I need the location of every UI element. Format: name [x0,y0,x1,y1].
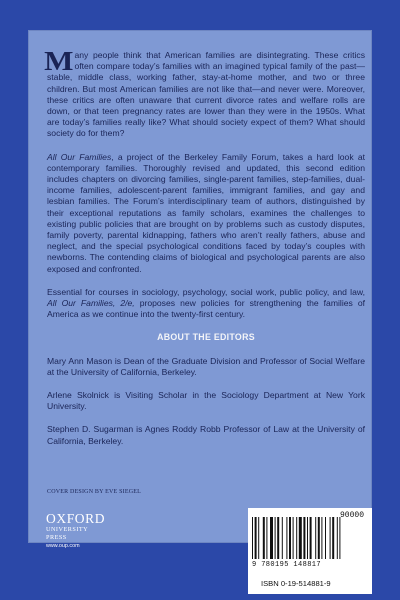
editors-heading: ABOUT THE EDITORS [157,332,255,343]
book-title-italic: All Our Families [47,151,112,162]
essential-paragraph [47,287,365,321]
cover-design-credit: COVER DESIGN BY EVE SIEGEL [47,489,141,495]
publisher-name: OXFORD [46,511,106,526]
barcode-digits: 9 780195 148817 [252,561,322,569]
editor-bio: Arlene Skolnick is Visiting Scholar in the Sociology Department at New York University. [47,390,365,412]
editor-bio: Mary Ann Mason is Dean of the Graduate Division and Professor of Social Welfare at the University of California, Berkeley. [47,355,365,377]
description-text: , a project of the Berkeley Family Forum, takes a hard look at contemporary families. Thoroughly revised and updated, this second edition includes chapters on divorcing families, single-parent families, step-families, dual-income families, adolescent-parent families, immigrant families, and gay and lesbian families. The Forum’s interdisciplinary team of authors, distinguished by their exceptional reputations as family scholars, examines the challenges to existing public policies that are brought on by problems such as custody disputes, family poverty, parental kidnapping, fathers who aren’t really fathers, abuse and neglect, and the special psychological conditions faced by today’s couples with newborns. The contending claims of biological and psychological parents are also exposed and confronted. [47,151,365,274]
publisher-url: www.oup.com [46,543,80,549]
description-paragraph [47,152,365,275]
essential-text-before: Essential for courses in sociology, psychology, social work, public policy, and law, [47,286,365,297]
publisher-logo [46,512,106,551]
intro-text: any people think that American families are disintegrating. These critics often compare today’s families with an imagined typical family of the past—stable, middle class, working father, stay-at-home mother, and two or three children. But most American families are not like that—and never were. Moreover, these critics are often unaware that current divorce rates and welfare rolls are down, or that teen pregnancy rates are lower than they were in the 1950s. What are today’s families really like? What should society expect of them? What should society do for them? [47,50,365,139]
price-code: 90000 [339,511,364,520]
barcode-box [248,508,372,594]
book-title-edition-italic: All Our Families, 2/e, [47,298,135,309]
isbn-number: ISBN 0-19-514881-9 [261,579,331,588]
publisher-press: UNIVERSITY PRESS [46,526,88,541]
dropcap-letter: M [44,46,74,76]
editor-bio: Stephen D. Sugarman is Agnes Roddy Robb Professor of Law at the University of California, Berkeley. [47,424,365,446]
essential-text-after: proposes new policies for strengthening the families of America as we continue into the twenty-first century. [47,298,365,320]
barcode-icon [252,517,368,559]
blurb-text [44,46,365,459]
intro-paragraph [44,46,365,140]
